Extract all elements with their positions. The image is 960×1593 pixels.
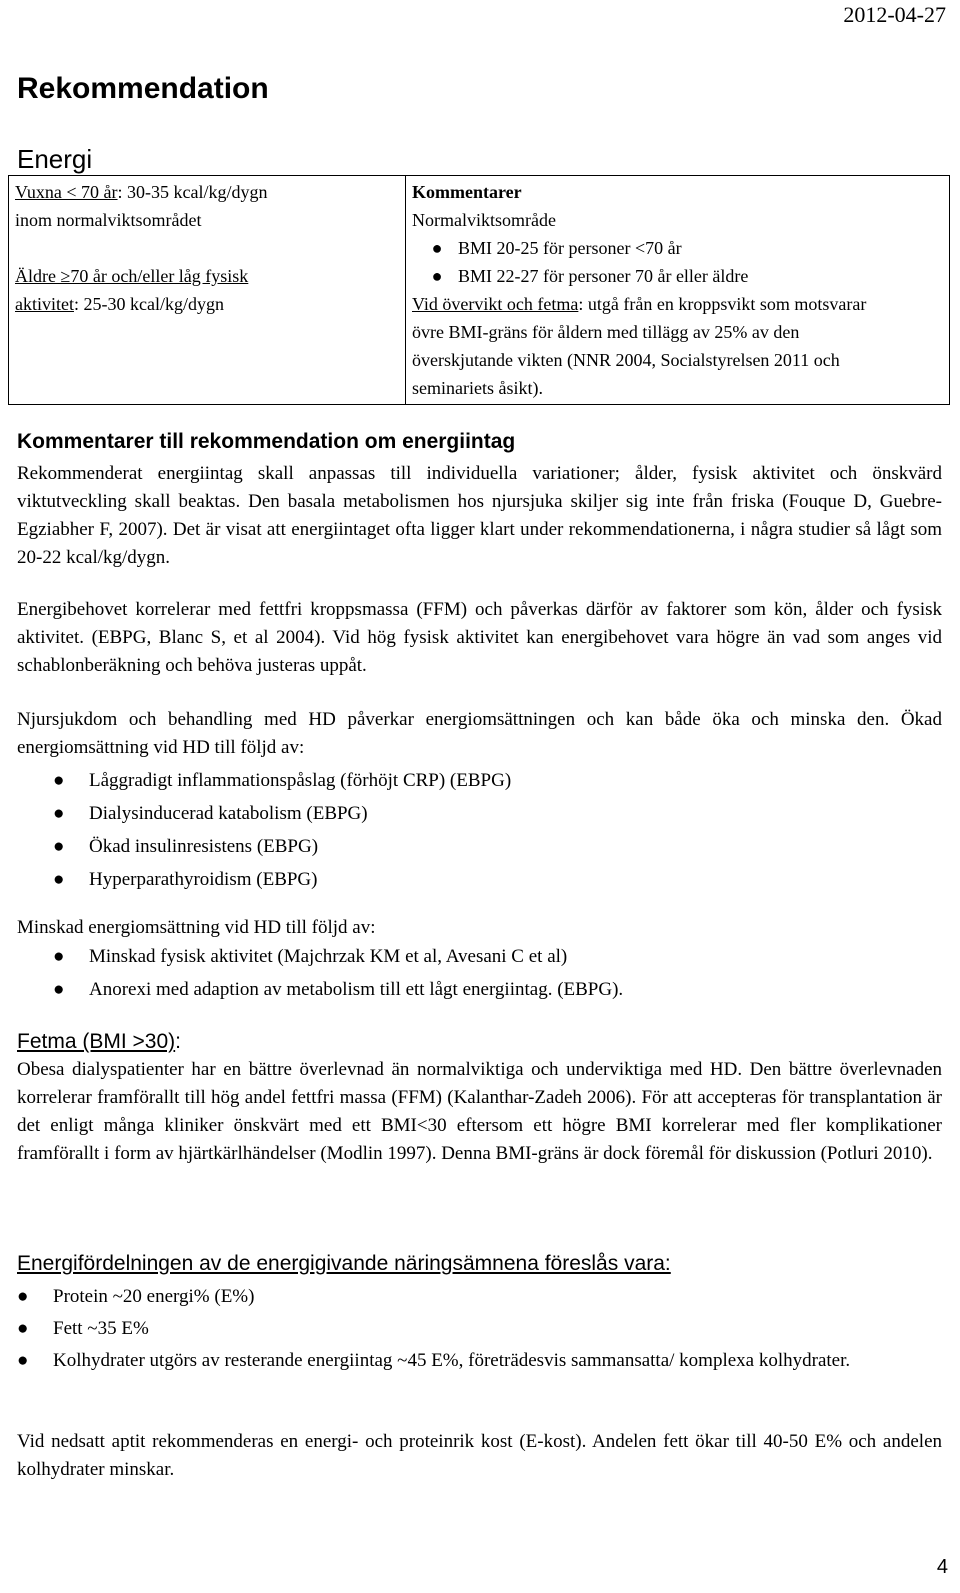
list-item-text: Protein ~20 energi% (E%) bbox=[53, 1286, 255, 1307]
list-item-text: Dialysinducerad katabolism (EBPG) bbox=[89, 803, 368, 824]
elderly-label-cont: aktivitet bbox=[15, 294, 74, 314]
recommendation-cell bbox=[9, 176, 406, 405]
distribution-list bbox=[17, 1282, 942, 1378]
elderly-value: : 25-30 kcal/kg/dygn bbox=[73, 294, 224, 314]
bmi-bullet-text: BMI 20-25 för personer <70 år bbox=[458, 238, 682, 258]
bullet-icon: ● bbox=[53, 946, 65, 967]
obesity-text: : utgå från en kroppsvikt som motsvarar övre BMI-gräns för åldern med tillägg av 25% av den överskjutande vikten (NNR 2004, Socialstyrelsen 2011 och seminariets åsikt). bbox=[412, 294, 867, 398]
distribution-heading: Energifördelningen av de energigivande näringsämnena föreslås vara: bbox=[17, 1252, 671, 1275]
decrease-list bbox=[17, 942, 942, 1008]
increase-list bbox=[17, 766, 942, 898]
elderly-label: Äldre ≥70 år och/eller låg fysisk bbox=[15, 266, 249, 286]
list-item bbox=[17, 766, 942, 795]
adult-recommendation bbox=[15, 178, 401, 206]
comments-cell bbox=[406, 176, 950, 405]
recommendation-table bbox=[8, 175, 950, 405]
paragraph-decrease: Minskad energiomsättning vid HD till följd av: bbox=[17, 917, 376, 938]
obesity-comment bbox=[412, 290, 892, 402]
paragraph-appetite: Vid nedsatt aptit rekommenderas en energi- och proteinrik kost (E-kost). Andelen fett ökar till 40-50 E% och andelen kolhydrater minskar. bbox=[17, 1431, 942, 1480]
list-item-text: Kolhydrater utgörs av resterande energiintag ~45 E%, företrädesvis sammansatta/ komplexa kolhydrater. bbox=[53, 1350, 851, 1371]
list-item-text: Hyperparathyroidism (EBPG) bbox=[89, 869, 318, 890]
list-item bbox=[17, 1346, 942, 1375]
bullet-icon: ● bbox=[53, 770, 65, 791]
bullet-icon: ● bbox=[431, 266, 443, 286]
bullet-icon: ● bbox=[53, 836, 65, 857]
list-item-text: Anorexi med adaption av metabolism till ett lågt energiintag. (EBPG). bbox=[89, 979, 624, 1000]
normal-weight-heading: Normalviktsområde bbox=[412, 210, 556, 230]
list-item bbox=[17, 832, 942, 861]
comments-heading: Kommentarer bbox=[412, 182, 522, 202]
list-item bbox=[17, 799, 942, 828]
list-item-text: Ökad insulinresistens (EBPG) bbox=[89, 836, 319, 857]
obesity-heading-colon: : bbox=[175, 1030, 181, 1053]
paragraph-obesity: Obesa dialyspatienter har en bättre överlevnad än normalviktiga och underviktiga med HD. Den bättre överlevnaden korrelerar framförallt till hög andel fettfri massa (FFM) (Kalanthar-Zadeh 2006). För att accepteras för transplantation är det enligt många kliniker önskvärt med ett BMI<30 eftersom ett högre BMI korrelerar med fler komplikationer framförallt i form av hjärtkärlhändelser (Modlin 1997). Denna BMI-gräns är dock föremål för diskussion (Potluri 2010). bbox=[17, 1059, 942, 1164]
paragraph-kidney-disease: Njursjukdom och behandling med HD påverkar energiomsättningen och kan både öka och minska den. Ökad energiomsättning vid HD till följd av: bbox=[17, 709, 942, 758]
list-item bbox=[17, 942, 942, 971]
paragraph-energy-need: Energibehovet korrelerar med fettfri kroppsmassa (FFM) och påverkas därför av faktorer som kön, ålder och fysisk aktivitet. (EBPG, Blanc S, et al 2004). Vid hög fysisk aktivitet kan energibehovet vara högre än vad som anges vid schablonberäkning och behöva justeras uppåt. bbox=[17, 599, 942, 676]
obesity-heading bbox=[17, 1030, 181, 1054]
bullet-icon: ● bbox=[53, 869, 65, 890]
list-item-text: Minskad fysisk aktivitet (Majchrzak KM et al, Avesani C et al) bbox=[89, 946, 568, 967]
bullet-icon: ● bbox=[17, 1318, 29, 1339]
adult-value: : 30-35 kcal/kg/dygn bbox=[117, 182, 268, 202]
adult-note: inom normalviktsområdet bbox=[15, 210, 202, 230]
adult-label: Vuxna < 70 år bbox=[15, 182, 118, 202]
energy-comments-heading: Kommentarer till rekommendation om energiintag bbox=[17, 430, 516, 453]
bmi-bullet bbox=[412, 234, 945, 262]
list-item bbox=[17, 865, 942, 894]
elderly-recommendation bbox=[15, 262, 401, 318]
bullet-icon: ● bbox=[17, 1350, 29, 1371]
obesity-label: Vid övervikt och fetma bbox=[412, 294, 579, 314]
bullet-icon: ● bbox=[53, 803, 65, 824]
list-item-text: Låggradigt inflammationspåslag (förhöjt CRP) (EBPG) bbox=[89, 770, 512, 791]
list-item-text: Fett ~35 E% bbox=[53, 1318, 149, 1339]
bullet-icon: ● bbox=[431, 238, 443, 258]
list-item bbox=[17, 1282, 942, 1311]
bmi-bullet bbox=[412, 262, 945, 290]
list-item bbox=[17, 975, 942, 1004]
paragraph-energy-intake: Rekommenderat energiintag skall anpassas till individuella variationer; ålder, fysisk aktivitet och önskvärd viktutveckling skall beaktas. Den basala metabolismen hos njursjuka skiljer sig inte från friska (Fouque D, Guebre-Egziabher F, 2007). Det är visat att energiintaget ofta ligger klart under rekommendationerna, i några studier så lågt som 20-22 kcal/kg/dygn. bbox=[17, 463, 942, 568]
list-item bbox=[17, 1314, 942, 1343]
section-title-energi: Energi bbox=[17, 144, 93, 174]
bullet-icon: ● bbox=[53, 979, 65, 1000]
page-title: Rekommendation bbox=[17, 72, 269, 105]
obesity-heading-text: Fetma (BMI >30) bbox=[17, 1030, 176, 1053]
page-number: 4 bbox=[936, 1556, 948, 1578]
header-date: 2012-04-27 bbox=[843, 2, 946, 27]
bmi-bullet-text: BMI 22-27 för personer 70 år eller äldre bbox=[458, 266, 749, 286]
bullet-icon: ● bbox=[17, 1286, 29, 1307]
